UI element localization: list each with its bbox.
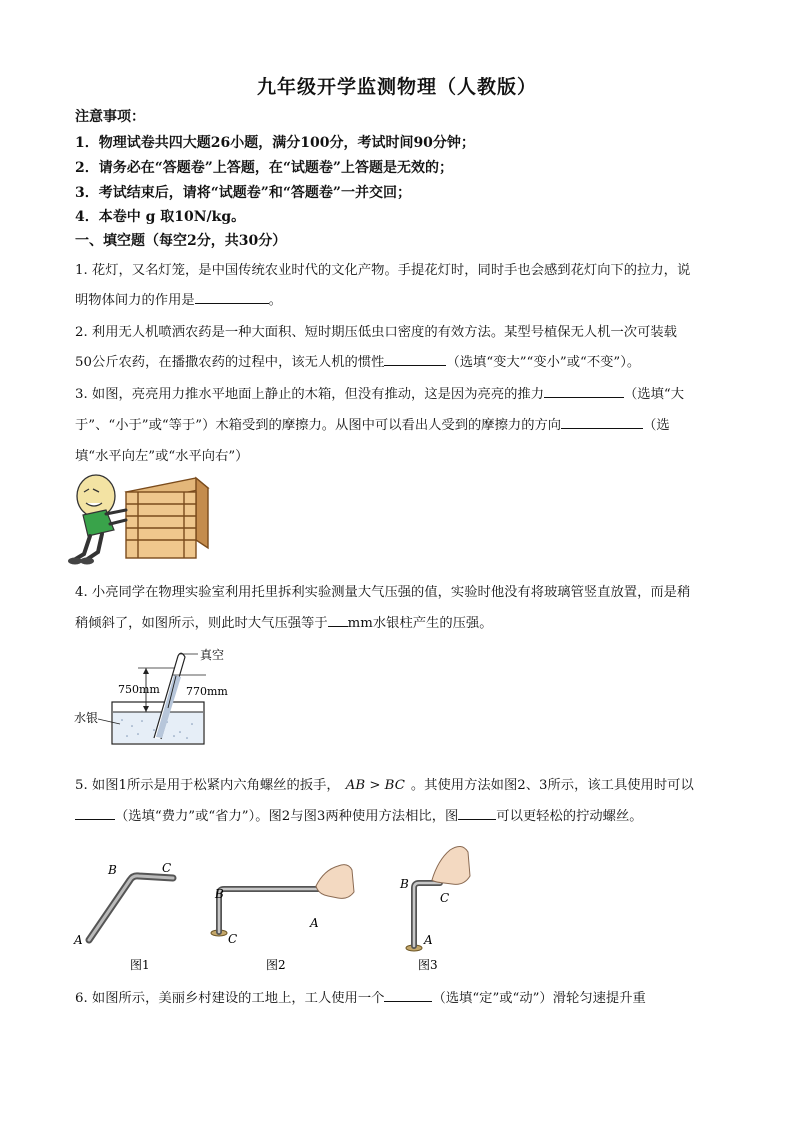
q3-answer-blank-2 (561, 416, 643, 429)
length-label-770: 770mm (186, 685, 228, 698)
page-title: 九年级开学监测物理（人教版） (256, 76, 537, 98)
notice-item-3: 3．考试结束后，请将“试题卷”和“答题卷”一并交回； (75, 185, 411, 201)
q1-line-1: 1. 花灯，又名灯笼，是中国传统农业时代的文化产物。手提花灯时，同时手也会感到花灯向下的拉力，说 (75, 263, 691, 278)
q5-line-1 (75, 774, 694, 793)
hand-icon (316, 865, 354, 899)
q6-line-1 (75, 987, 646, 1006)
fig3-point-b: B (400, 877, 409, 891)
q1-text-a: 明物体间力的作用是 (75, 293, 195, 308)
q6-text-b: （选填“定”或“动”）滑轮匀速提升重 (432, 991, 646, 1006)
height-label-750: 750mm (118, 683, 160, 696)
q5-text-b: 。其使用方法如图2、3所示，该工具使用时可以 (410, 778, 694, 793)
q5-text-c: （选填“费力”或“省力”）。图2与图3两种使用方法相比，图 (115, 809, 459, 824)
q2-line-1: 2. 利用无人机喷洒农药是一种大面积、短时期压低虫口密度的有效方法。某型号植保无人机一次可装载 (75, 325, 677, 340)
notice-item-2: 2．请务必在“答题卷”上答题，在“试题卷”上答题是无效的； (75, 160, 453, 176)
q3-line-2 (75, 414, 670, 433)
q4-answer-blank (328, 614, 348, 627)
q3-answer-blank-1 (544, 385, 624, 398)
notice-item-1: 1．物理试卷共四大题26小题，满分100分，考试时间90分钟； (75, 135, 475, 151)
q1-line-2 (75, 289, 282, 308)
fig1-caption: 图1 (130, 958, 150, 972)
q5-answer-blank-1 (75, 807, 115, 820)
q6-text-a: 6. 如图所示，美丽乡村建设的工地上，工人使用一个 (75, 991, 385, 1006)
q4-text-a: 稍倾斜了，如图所示，则此时大气压强等于 (75, 616, 328, 631)
q6-answer-blank (384, 989, 432, 1002)
q2-line-2 (75, 351, 640, 370)
fig2-caption: 图2 (266, 958, 286, 972)
q4-line-2 (75, 612, 493, 631)
q2-text-b: （选填“变大”“变小”或“不变”）。 (446, 355, 641, 370)
torricelli-figure (72, 642, 242, 750)
boy-figure (68, 475, 126, 565)
q5-answer-blank-2 (458, 807, 496, 820)
q5-line-2 (75, 805, 643, 824)
fig2-point-c: C (228, 932, 238, 946)
q1-answer-blank (195, 291, 269, 304)
hex-key-figure-1 (66, 856, 186, 976)
q3-line-3: 填“水平向左”或“水平向右”） (75, 449, 249, 464)
fig3-caption: 图3 (418, 958, 438, 972)
pushing-crate-figure (66, 470, 216, 572)
q1-text-b: 。 (268, 293, 282, 308)
wooden-crate (126, 478, 208, 558)
fig3-point-c: C (440, 891, 450, 905)
hex-key-figure-2 (206, 856, 356, 976)
q5-text-a: 5. 如图1所示是用于松紧内六角螺丝的扳手， (75, 778, 340, 793)
q3-text-b: （选填“大 (624, 387, 685, 402)
mercury-label: 水银 (74, 711, 99, 725)
q2-answer-blank (384, 353, 446, 366)
q4-text-b: mm水银柱产生的压强。 (347, 616, 493, 631)
fig1-point-a: A (74, 933, 83, 947)
q3-text-a: 3. 如图，亮亮用力推水平地面上静止的木箱，但没有推动，这是因为亮亮的推力 (75, 387, 545, 402)
hex-key-figure-3 (386, 838, 486, 976)
vacuum-label: 真空 (200, 648, 225, 662)
fig2-point-b: B (215, 887, 224, 901)
hand-icon (432, 846, 470, 884)
fig1-point-b: B (108, 863, 117, 877)
notice-heading: 注意事项： (75, 109, 145, 125)
hex-key-shape (89, 876, 173, 940)
q3-text-c: 于”、“小于”或“等于”）木箱受到的摩擦力。从图中可以看出人受到的摩擦力的方向 (75, 418, 562, 433)
q5-text-d: 可以更轻松的拧动螺丝。 (496, 809, 643, 824)
q5-inequality: AB > BC (345, 778, 405, 793)
q3-text-d: （选 (643, 418, 670, 433)
q2-text-a: 50公斤农药，在播撒农药的过程中，该无人机的惯性 (75, 355, 385, 370)
fig1-point-c: C (162, 861, 172, 875)
section-heading: 一、填空题（每空2分，共30分） (75, 233, 287, 249)
fig3-point-a: A (424, 933, 433, 947)
q3-line-1 (75, 383, 684, 402)
fig2-point-a: A (310, 916, 319, 930)
notice-item-4: 4．本卷中 g 取10N/kg。 (75, 209, 246, 225)
q4-line-1: 4. 小亮同学在物理实验室利用托里拆利实验测量大气压强的值，实验时他没有将玻璃管竖直放置，而是稍 (75, 585, 691, 600)
